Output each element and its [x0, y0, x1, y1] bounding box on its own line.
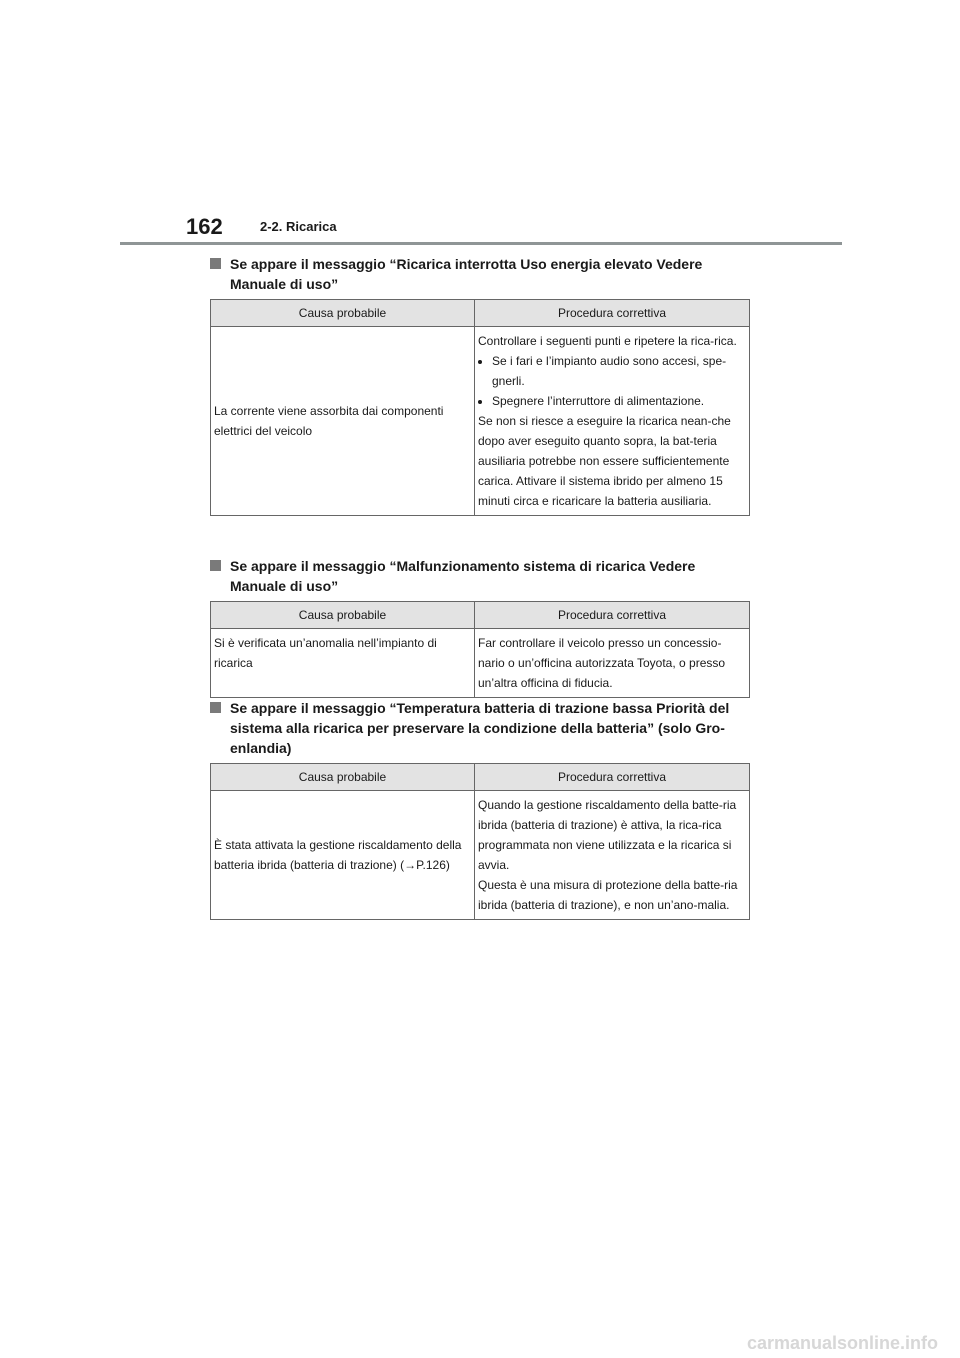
cause-cell: La corrente viene assorbita dai componenti elettrici del veicolo — [211, 327, 475, 516]
column-header-procedure: Procedura correttiva — [475, 300, 750, 327]
procedure-intro: Controllare i seguenti punti e ripetere la rica-rica. — [478, 334, 737, 348]
message-section-1 — [210, 254, 750, 516]
procedure-paragraph: Quando la gestione riscaldamento della batte-ria ibrida (batteria di trazione) è attiva, la rica-rica programmata non viene utilizzata e la ricarica si avvia. — [478, 798, 737, 872]
square-bullet-icon — [210, 702, 221, 713]
table-row — [211, 629, 750, 698]
column-header-cause: Causa probabile — [211, 764, 475, 791]
column-header-procedure: Procedura correttiva — [475, 602, 750, 629]
section-heading — [210, 556, 750, 596]
cause-cell: È stata attivata la gestione riscaldamento della batteria ibrida (batteria di trazione) (→P.126) — [211, 791, 475, 920]
column-header-cause: Causa probabile — [211, 602, 475, 629]
heading-text: Se appare il messaggio “Ricarica interrotta Uso energia elevato Vedere Manuale di uso” — [230, 256, 703, 292]
procedure-cell: Far controllare il veicolo presso un concessio-nario o un’officina autorizzata Toyota, o presso un’altra officina di fiducia. — [475, 629, 750, 698]
troubleshooting-table — [210, 601, 750, 698]
procedure-note: Se non si riesce a eseguire la ricarica nean-che dopo aver eseguito quanto sopra, la bat-teria ausiliaria potrebbe non essere sufficientemente carica. Attivare il sistema ibrido per almeno 15 minuti circa e ricaricare la batteria ausiliaria. — [478, 414, 731, 508]
message-section-2 — [210, 556, 750, 698]
list-item: • Se i fari e l’impianto audio sono accesi, spe-gnerli. — [492, 351, 746, 391]
message-section-3 — [210, 698, 750, 920]
column-header-cause: Causa probabile — [211, 300, 475, 327]
table-row — [211, 327, 750, 516]
heading-text: Se appare il messaggio “Malfunzionamento sistema di ricarica Vedere Manuale di uso” — [230, 558, 696, 594]
procedure-bullet-list — [478, 351, 746, 411]
troubleshooting-table — [210, 299, 750, 516]
list-item: • Spegnere l’interruttore di alimentazione. — [492, 391, 746, 411]
column-header-procedure: Procedura correttiva — [475, 764, 750, 791]
section-heading — [210, 254, 750, 294]
section-title: 2-2. Ricarica — [260, 219, 337, 234]
section-heading — [210, 698, 750, 758]
watermark: carmanualsonline.info — [746, 1333, 938, 1353]
procedure-cell — [475, 791, 750, 920]
procedure-paragraph: Questa è una misura di protezione della batte-ria ibrida (batteria di trazione), e non un’ano-malia. — [478, 878, 738, 912]
square-bullet-icon — [210, 560, 221, 571]
page-number: 162 — [186, 214, 223, 239]
header-divider — [120, 242, 842, 245]
cause-cell: Si è verificata un’anomalia nell’impianto di ricarica — [211, 629, 475, 698]
heading-text: Se appare il messaggio “Temperatura batteria di trazione bassa Priorità del sistema alla ricarica per preservare la condizione della batteria” (solo Gro-enlandia) — [230, 700, 730, 756]
procedure-cell — [475, 327, 750, 516]
square-bullet-icon — [210, 258, 221, 269]
table-row — [211, 791, 750, 920]
troubleshooting-table — [210, 763, 750, 920]
